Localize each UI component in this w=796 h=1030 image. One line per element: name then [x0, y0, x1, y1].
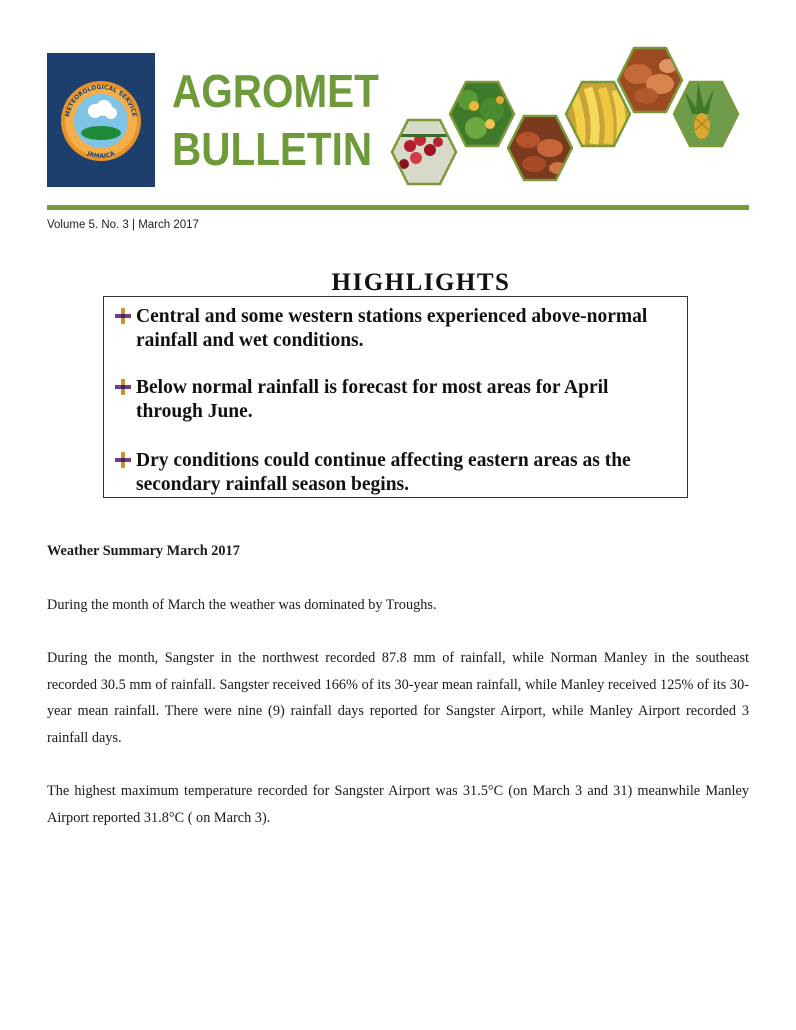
bulletin-title-line1: AGROMET — [172, 65, 379, 117]
summary-paragraph: The highest maximum temperature recorded for Sangster Airport was 31.5°C (on March 3 and 31) meanwhile Manley Airport reported 31.8°C ( on March 3). — [47, 783, 749, 826]
bulletin-title-line2: BULLETIN — [172, 123, 373, 175]
weather-summary-heading: Weather Summary March 2017 — [47, 543, 240, 559]
plus-bullet-icon — [114, 378, 132, 396]
summary-paragraph: During the month, Sangster in the northwest recorded 87.8 mm of rainfall, while Norman Manley in the southeast recorded 30.5 mm of rainfall. Sangster received 166% of its 30-year mean rainfall, while Manley received 125% of its 30-year mean rainfall. There were nine (9) rainfall days reported for Sangster Airport, while Manley Airport recorded 3 rainfall days. — [47, 650, 749, 746]
highlight-item — [136, 305, 676, 353]
header-divider — [47, 205, 749, 210]
highlight-text: Central and some western stations experienced above-normal rainfall and wet conditions. — [136, 306, 648, 351]
logo-text-top: METEOROLOGICAL SERVICE — [64, 83, 138, 118]
hex-sweet-potatoes — [506, 116, 576, 180]
highlights-box — [103, 296, 688, 498]
volume-issue-line: Volume 5. No. 3 | March 2017 — [47, 219, 199, 231]
plus-bullet-icon — [114, 451, 132, 469]
produce-hexagon-collage — [388, 44, 748, 188]
highlight-text: Below normal rainfall is forecast for most areas for April through June. — [136, 377, 609, 422]
highlight-text: Dry conditions could continue affecting eastern areas as the secondary rainfall season begins. — [136, 450, 631, 495]
hex-yams — [616, 48, 686, 112]
summary-paragraph: During the month of March the weather was dominated by Troughs. — [47, 597, 437, 613]
hex-pineapple — [672, 82, 742, 146]
met-service-logo — [47, 53, 155, 187]
plus-bullet-icon — [114, 307, 132, 325]
highlight-item — [136, 376, 676, 424]
highlight-item — [136, 449, 676, 497]
hex-coffee-cherries — [388, 120, 458, 184]
highlights-heading-text: HIGHLIGHTS — [331, 269, 511, 296]
highlights-heading — [0, 269, 796, 297]
logo-text-bottom: JAMAICA — [86, 150, 116, 160]
hex-citrus-tree — [448, 82, 518, 146]
